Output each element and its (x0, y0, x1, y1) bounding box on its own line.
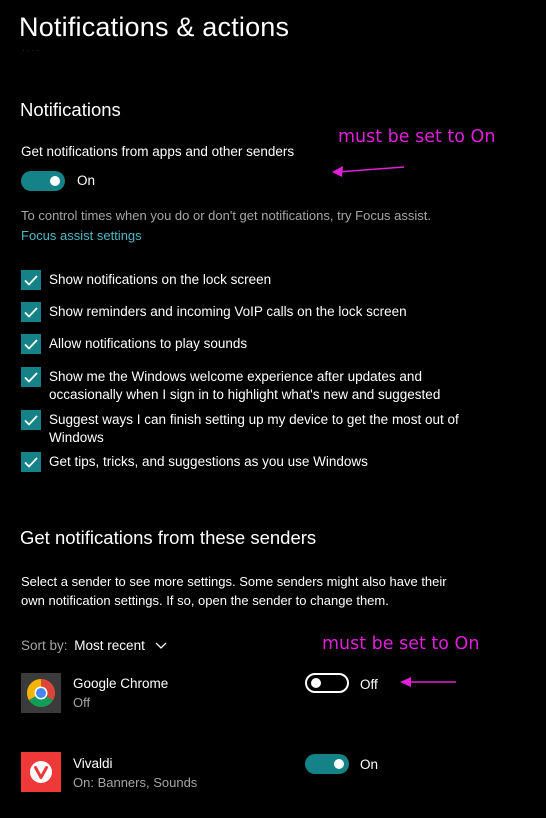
sounds-checkbox[interactable] (21, 334, 41, 354)
main-toggle-state: On (77, 173, 96, 188)
chrome-toggle[interactable] (305, 673, 349, 693)
toggle-knob (50, 176, 60, 186)
vivaldi-toggle-state: On (360, 757, 379, 772)
annotation-text-1: must be set to On (338, 127, 496, 147)
sort-label: Sort by: (21, 638, 68, 653)
suggest-setup-checkbox[interactable] (21, 410, 41, 430)
chrome-status: Off (73, 695, 91, 710)
tips-checkbox[interactable] (21, 452, 41, 472)
checkmark-icon (24, 275, 38, 286)
annotation-arrow-icon (398, 674, 458, 690)
lock-screen-checkbox[interactable] (21, 270, 41, 290)
checkmark-icon (24, 415, 38, 426)
sort-value: Most recent (74, 638, 145, 653)
focus-assist-link[interactable]: Focus assist settings (21, 228, 142, 243)
focus-assist-text: To control times when you do or don't get notifications, try Focus assist. (21, 208, 432, 223)
welcome-experience-checkbox[interactable] (21, 367, 41, 387)
reminders-label: Show reminders and incoming VoIP calls on the lock screen (49, 304, 407, 319)
chrome-icon (21, 673, 61, 713)
notifications-heading: Notifications (20, 99, 121, 120)
annotation-arrow-icon (330, 160, 406, 180)
page-title: Notifications & actions (19, 12, 290, 42)
scrolled-text-remnant: · · · · (22, 46, 40, 55)
chrome-name: Google Chrome (73, 676, 169, 691)
checkmark-icon (24, 457, 38, 468)
suggest-setup-label: Suggest ways I can finish setting up my device to get the most out of Windows (49, 412, 459, 445)
checkmark-icon (24, 339, 38, 350)
sounds-label: Allow notifications to play sounds (49, 336, 248, 351)
reminders-checkbox[interactable] (21, 302, 41, 322)
welcome-experience-label: Show me the Windows welcome experience after updates and occasionally when I sign in to highlight what's new and suggested (49, 369, 441, 402)
senders-heading: Get notifications from these senders (20, 527, 317, 548)
chrome-toggle-state: Off (360, 677, 378, 692)
tips-label: Get tips, tricks, and suggestions as you use Windows (49, 454, 368, 469)
vivaldi-name: Vivaldi (73, 756, 113, 771)
toggle-knob (311, 678, 321, 688)
lock-screen-label: Show notifications on the lock screen (49, 272, 272, 287)
vivaldi-logo-icon (29, 760, 53, 784)
main-notifications-toggle[interactable] (21, 171, 65, 191)
sort-dropdown[interactable] (21, 638, 167, 653)
toggle-knob (334, 759, 344, 769)
vivaldi-icon (21, 752, 61, 792)
vivaldi-toggle[interactable] (305, 754, 349, 774)
chevron-down-icon (155, 642, 167, 650)
chrome-logo-icon (26, 678, 56, 708)
checkmark-icon (24, 372, 38, 383)
annotation-text-2: must be set to On (322, 634, 480, 654)
main-toggle-label: Get notifications from apps and other senders (21, 144, 295, 159)
vivaldi-status: On: Banners, Sounds (73, 775, 198, 790)
senders-description: Select a sender to see more settings. Some senders might also have their own notification settings. If so, open the sender to change them. (21, 574, 447, 608)
checkmark-icon (24, 307, 38, 318)
